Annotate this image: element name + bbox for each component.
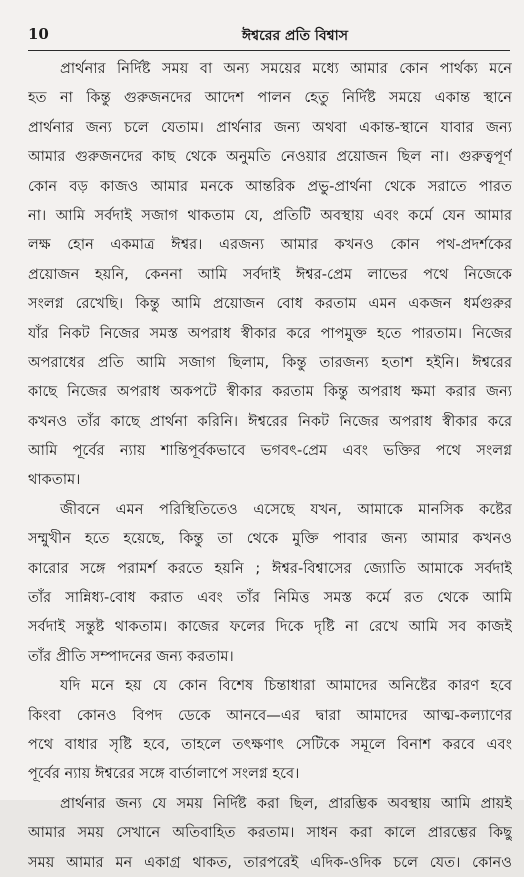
text-line: জীবনে এমন পরিস্থিতিতেও এসেছে যখন, আমাকে মানসিক কষ্টের [60, 500, 512, 518]
text-line: আমার গুরুজনদের কাছ থেকে অনুমতি নেওয়ার প্রয়োজন ছিল না। গুরুত্বপূর্ণ [28, 148, 512, 166]
text-line: প্রয়োজন হয়নি, কেননা আমি সর্বদাই ঈশ্বর-প্রেম লাভের পথে নিজেকে [28, 265, 512, 283]
text-line: সময় আমার মন একাগ্র থাকত, তারপরেই এদিক-ওদিক চলে যেত। কোনও [28, 853, 512, 871]
text-line: হত না কিন্তু গুরুজনদের আদেশ পালন হেতু নির্দিষ্ট সময়ে একান্ত স্থানে [28, 89, 512, 107]
text-line: তাঁর সান্নিধ্য-বোধ করাত এবং তাঁর নিমিত্ত সমস্ত কর্মে রত থেকে আমি [28, 589, 512, 607]
text-line: প্রার্থনার নির্দিষ্ট সময় বা অন্য সময়ের মধ্যে আমার কোন পার্থক্য মনে [60, 60, 512, 77]
text-line: সম্মুখীন হতে হয়েছে, কিন্তু তা থেকে মুক্তি পাবার জন্য আমার কখনও [28, 530, 512, 548]
text-line: যদি মনে হয় যে কোন বিশেষ চিন্তাধারা আমাদের অনিষ্টের কারণ হবে [60, 677, 512, 695]
text-line: যাঁর নিকট নিজের সমস্ত অপরাধ স্বীকার করে পাপমুক্ত হতে পারতাম। নিজের [28, 324, 512, 342]
text-line: থাকতাম। [28, 471, 81, 489]
text-line: কখনও তাঁর কাছে প্রার্থনা করিনি। ঈশ্বরের নিকট নিজের অপরাধ স্বীকার করে [28, 412, 512, 430]
text-line: আমি পূর্বের ন্যায় শান্তিপূর্বকভাবে ভগবৎ-প্রেম এবং ভক্তির পথে সংলগ্ন [28, 442, 512, 460]
text-line: অপরাধের প্রতি আমি সজাগ ছিলাম, কিন্তু তারজন্য হতাশ হইনি। ঈশ্বরের [28, 353, 512, 371]
body-text [28, 54, 512, 877]
text-line: কিংবা কোনও বিপদ ডেকে আনবে—এর দ্বারা আমাদের আত্ম-কল্যাণের [28, 706, 512, 724]
text-line: প্রার্থনার জন্য যে সময় নির্দিষ্ট করা ছিল, প্রারম্ভিক অবস্থায় আমি প্রায়ই [60, 794, 512, 812]
running-title: ঈশ্বরের প্রতি বিশ্বাস [242, 28, 348, 44]
text-line: আমার সময় সেখানে অতিবাহিত করতাম। সাধন করা কালে প্রারম্ভের কিছু [28, 824, 512, 842]
text-line: লক্ষ হোন একমাত্র ঈশ্বর। এরজন্য আমার কখনও কোন পথ-প্রদর্শকের [28, 236, 512, 254]
text-line: না। আমি সর্বদাই সজাগ থাকতাম যে, প্রতিটি অবস্থায় এবং কর্মে যেন আমার [28, 206, 512, 224]
text-line: পূর্বের ন্যায় ঈশ্বরের সঙ্গে বার্তালাপে সংলগ্ন হবে। [28, 765, 300, 783]
text-line: তাঁর প্রীতি সম্পাদনের জন্য করতাম। [28, 647, 234, 665]
text-line: কারোর সঙ্গে পরামর্শ করতে হয়নি ; ঈশ্বর-বিশ্বাসের জ্যোতি আমাকে সর্বদাই [28, 559, 512, 577]
text-line: কোন বড় কাজও আমার মনকে আন্তরিক প্রভু-প্রার্থনা থেকে সরাতে পারত [28, 177, 512, 195]
text-line: সর্বদাই সন্তুষ্ট থাকতাম। কাজের ফলের দিকে দৃষ্টি না রেখে আমি সব কাজই [28, 618, 512, 636]
text-line: সংলগ্ন রেখেছি। কিন্তু আমি প্রয়োজন বোধ করতাম এমন একজন ধর্মগুরুর [28, 295, 512, 313]
page-number: 10 [28, 25, 49, 43]
text-line: পথে বাধার সৃষ্টি হবে, তাহলে তৎক্ষণাৎ সেটিকে সমূলে বিনাশ করবে এবং [28, 735, 512, 753]
header-rule [28, 50, 510, 51]
page-header [28, 24, 508, 46]
text-line: প্রার্থনার জন্য চলে যেতাম। প্রার্থনার জন্য অথবা একান্ত-স্থানে যাবার জন্য [28, 118, 512, 136]
text-line: কাছে নিজের অপরাধ অকপটে স্বীকার করতাম কিন্তু অপরাধ ক্ষমা করার জন্য [28, 383, 512, 401]
